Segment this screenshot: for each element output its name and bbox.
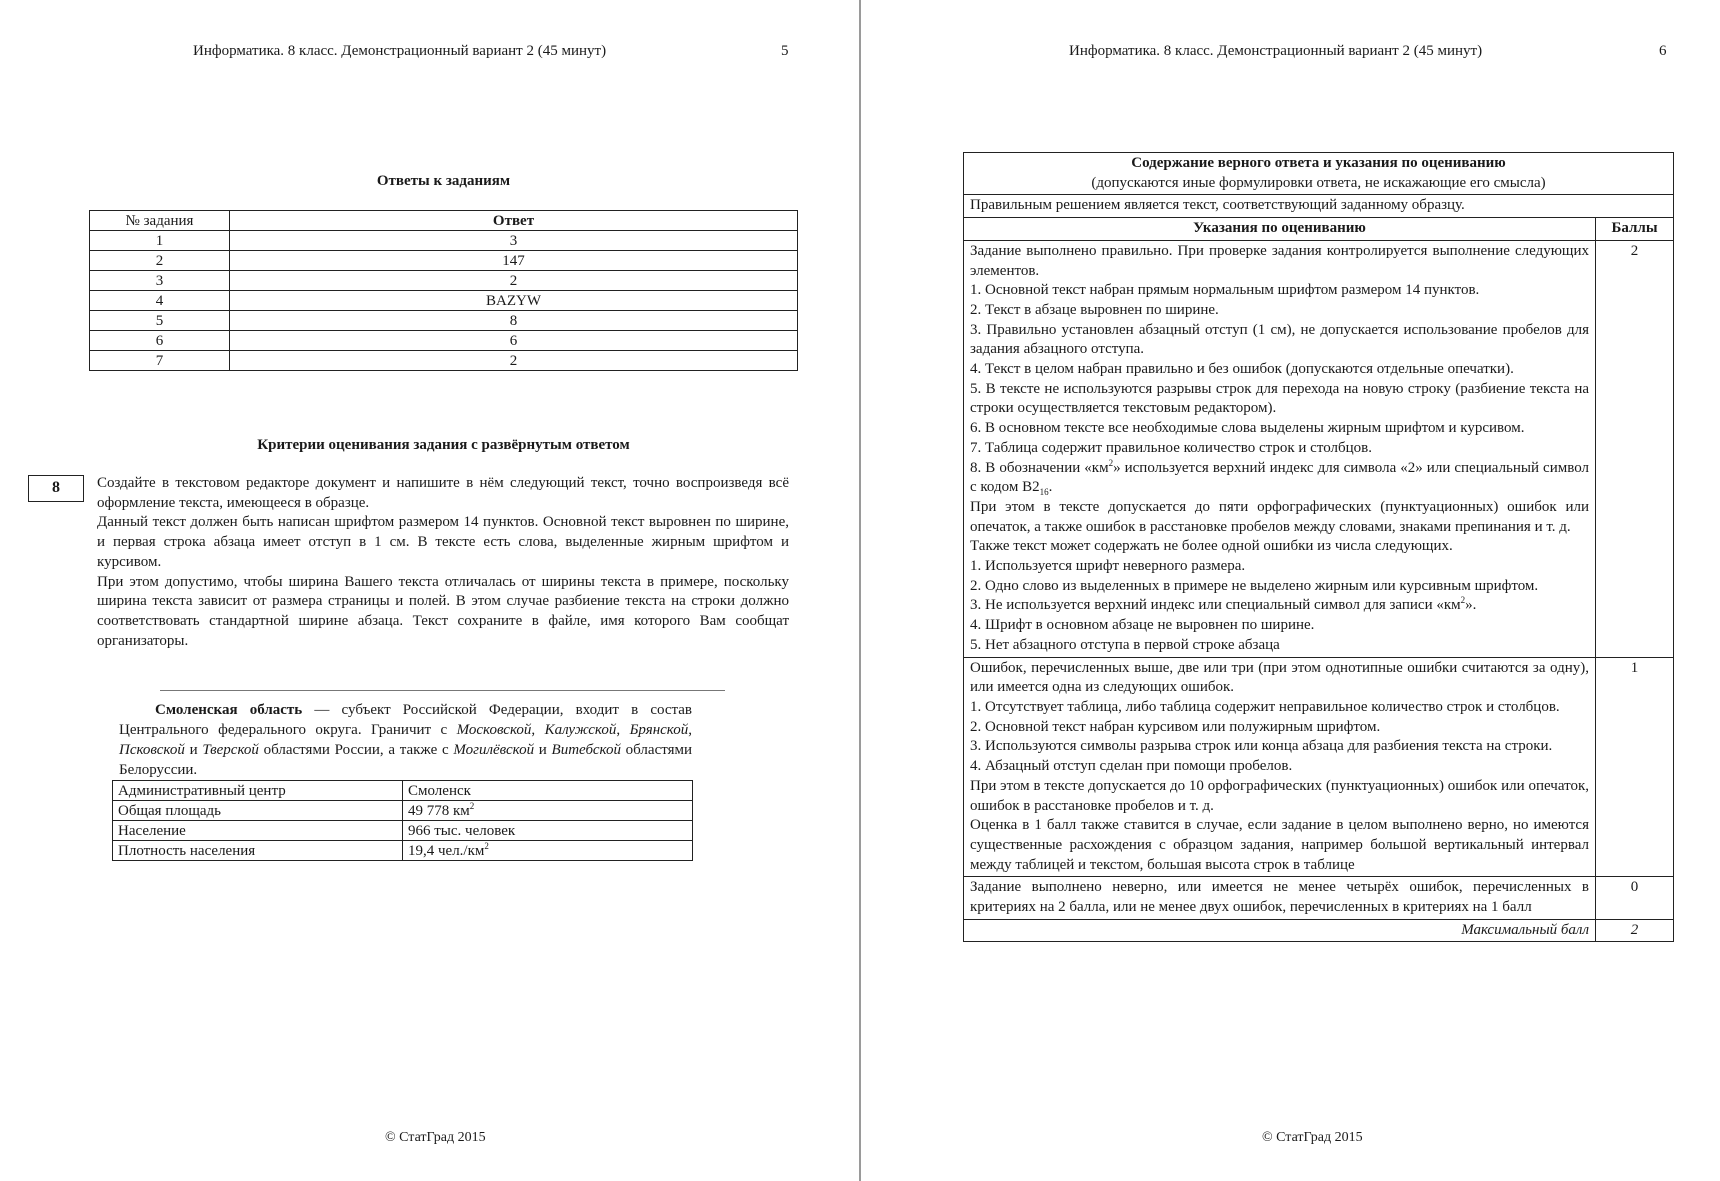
sample-value: 19,4 чел./км (408, 842, 485, 859)
answer-cell: 147 (230, 251, 798, 271)
criteria-line: 3. Правильно установлен абзацный отступ (1 см), не допускается использование пробелов для задания абзацного отступа. (970, 321, 1589, 358)
sample-value: 49 778 км (408, 802, 470, 819)
answer-cell: 2 (230, 271, 798, 291)
task-number-cell: 3 (90, 271, 230, 291)
criteria-line: 7. Таблица содержит правильное количество строк и столбцов. (970, 439, 1372, 456)
answer-cell: BAZYW (230, 291, 798, 311)
table-row (113, 801, 693, 821)
page-footer: © СтатГрад 2015 (1262, 1130, 1363, 1145)
correct-solution-cell: Правильным решением является текст, соответствующий заданному образцу. (964, 195, 1674, 218)
criteria-text: ». (1465, 597, 1477, 614)
criteria-text: . (1048, 479, 1053, 496)
sample-region: Псковской (119, 742, 185, 758)
max-score-value: 2 (1596, 919, 1674, 942)
task-number-cell: 5 (90, 311, 230, 331)
superscript: 2 (1460, 595, 1466, 606)
sample-paragraph (119, 700, 692, 780)
criteria-2-points (964, 240, 1596, 657)
sample-text: , (616, 722, 630, 738)
table-row (113, 841, 693, 861)
criteria-text: 3. Не используется верхний индекс или специальный символ для записи «км (970, 597, 1461, 614)
criteria-line: 2. Текст в абзаце выровнен по ширине. (970, 301, 1219, 318)
task-number-cell: 1 (90, 231, 230, 251)
superscript: 2 (1108, 457, 1114, 468)
sample-region: Витебской (551, 742, 621, 758)
col-instructions: Указания по оцениванию (964, 218, 1596, 241)
criteria-line: Также текст может содержать не более одной ошибки из числа следующих. (970, 538, 1453, 555)
criteria-1-point (964, 657, 1596, 877)
table-row (90, 351, 798, 371)
table-row (964, 657, 1674, 877)
sample-value: 966 тыс. человек (408, 822, 516, 839)
criteria-line: 2. Основной текст набран курсивом или полужирным шрифтом. (970, 718, 1381, 735)
table-row (90, 331, 798, 351)
criteria-line: 2. Одно слово из выделенных в примере не выделено жирным или курсивным шрифтом. (970, 577, 1539, 594)
criteria-line: 4. Текст в целом набран правильно и без ошибок (допускаются отдельные опечатки). (970, 361, 1514, 378)
criteria-line: 1. Отсутствует таблица, либо таблица содержит неправильное количество строк и столбцов. (970, 698, 1560, 715)
criteria-line: 1. Основной текст набран прямым нормальным шрифтом размером 14 пунктов. (970, 282, 1480, 299)
col-answer: Ответ (230, 211, 798, 231)
criteria-line: При этом в тексте допускается до пяти орфографических (пунктуационных) ошибок или опечаток, а также ошибок в расстановке пробелов между словами, знаками препинания и т. д. (970, 498, 1589, 535)
sample-value-cell (403, 781, 693, 801)
task-number-cell: 2 (90, 251, 230, 271)
answer-cell: 8 (230, 311, 798, 331)
sample-key-cell: Плотность населения (113, 841, 403, 861)
criteria-line: Ошибок, перечисленных выше, две или три (при этом однотипные ошибки считаются за одну), или имеется одна из следующих ошибок. (970, 659, 1589, 696)
answer-cell: 2 (230, 351, 798, 371)
page-number: 6 (1659, 43, 1667, 59)
task-description (97, 474, 789, 651)
superscript: 2 (484, 840, 489, 851)
criteria-title-cell (964, 153, 1674, 195)
sample-text: и (534, 742, 552, 758)
task-paragraph: Создайте в текстовом редакторе документ и напишите в нём следующий текст, точно воспроизведя всё оформление текста, имеющееся в образце. (97, 475, 789, 511)
criteria-line: При этом в тексте допускается до 10 орфографических (пунктуационных) ошибок или опечаток, ошибок в расстановке пробелов и т. д. (970, 777, 1589, 814)
sample-separator (160, 690, 725, 691)
col-points: Баллы (1596, 218, 1674, 241)
criteria-line: 1. Используется шрифт неверного размера. (970, 558, 1246, 575)
criteria-line: 5. Нет абзацного отступа в первой строке абзаца (970, 636, 1280, 653)
criteria-line: 6. В основном тексте все необходимые слова выделены жирным шрифтом и курсивом. (970, 420, 1525, 437)
sample-text: областями Белоруссии. (119, 742, 693, 778)
criteria-line (970, 459, 1589, 498)
task-paragraph: При этом допустимо, чтобы ширина Вашего текста отличалась от ширины текста в примере, поскольку ширина текста зависит от размера страницы и полей. В этом случае разбиение текста на строки должно соответствовать стандартной ширине абзаца. Текст сохраните в файле, имя которого Вам сообщат организаторы. (97, 573, 789, 649)
table-row (964, 153, 1674, 195)
sample-key-cell: Население (113, 821, 403, 841)
subscript: 16 (1039, 487, 1049, 498)
answers-title: Ответы к заданиям (376, 173, 511, 189)
sample-region: Могилёвской (453, 742, 535, 758)
sample-text: и (184, 742, 203, 758)
criteria-line: 3. Используются символы разрыва строк или конца абзаца для разбиения текста на строки. (970, 738, 1553, 755)
table-row (90, 311, 798, 331)
criteria-0-points: Задание выполнено неверно, или имеется не менее четырёх ошибок, перечисленных в критериях на 2 балла, или не менее двух ошибок, перечисленных в критериях на 1 балл (964, 877, 1596, 919)
max-score-label: Максимальный балл (964, 919, 1596, 942)
sample-value-cell (403, 801, 693, 821)
task-number-cell: 7 (90, 351, 230, 371)
sample-table (112, 780, 693, 861)
criteria-line: Задание выполнено правильно. При проверке задания контролируется выполнение следующих элементов. (970, 242, 1589, 279)
sample-region: Калужской (544, 722, 617, 738)
sample-text: — субъект Российской Федерации, входит в состав Центрального федерального округа. Граничит с (119, 702, 693, 738)
sample-text: областями России, а также с (258, 742, 454, 758)
answer-cell: 3 (230, 231, 798, 251)
sample-key-cell: Общая площадь (113, 801, 403, 821)
task-paragraph: Данный текст должен быть написан шрифтом размером 14 пунктов. Основной текст выровнен по ширине, и первая строка абзаца имеет отступ в 1 см. В тексте есть слова, выделенные жирным шрифтом и курсивом. (97, 514, 789, 570)
table-row (113, 781, 693, 801)
table-row (964, 240, 1674, 657)
page-number: 5 (781, 43, 789, 59)
page-divider (859, 0, 861, 1181)
criteria-line: 4. Шрифт в основном абзаце не выровнен по ширине. (970, 617, 1315, 634)
points-cell: 2 (1596, 240, 1674, 657)
criteria-text: » используется верхний индекс для символа «2» или специальный символ с кодом B2 (970, 459, 1590, 496)
sample-bold-term: Смоленская область (155, 702, 303, 718)
col-task-number: № задания (90, 211, 230, 231)
page-5 (0, 0, 858, 1181)
criteria-table (963, 152, 1674, 942)
table-row (90, 271, 798, 291)
task-number-cell: 6 (90, 331, 230, 351)
points-cell: 0 (1596, 877, 1674, 919)
sample-value-cell (403, 841, 693, 861)
criteria-line: 5. В тексте не используются разрывы строк для перехода на новую строку (разбиение текста на строки осуществляется текстовым редактором). (970, 380, 1589, 417)
table-row (964, 195, 1674, 218)
table-row (90, 231, 798, 251)
criteria-text: 8. В обозначении «км (970, 459, 1109, 476)
answers-table (89, 210, 798, 371)
table-row (113, 821, 693, 841)
sample-region: Московской (456, 722, 532, 738)
table-row (90, 251, 798, 271)
page-header: Информатика. 8 класс. Демонстрационный вариант 2 (45 минут) (193, 43, 607, 59)
sample-value: Смоленск (408, 782, 471, 799)
sample-region: Брянской (629, 722, 689, 738)
points-cell: 1 (1596, 657, 1674, 877)
table-header-row (90, 211, 798, 231)
criteria-table-title: Содержание верного ответа и указания по оцениванию (1131, 155, 1506, 171)
criteria-line: 4. Абзацный отступ сделан при помощи пробелов. (970, 758, 1293, 775)
criteria-table-subtitle: (допускаются иные формулировки ответа, не искажающие его смысла) (1091, 174, 1546, 191)
sample-value-cell (403, 821, 693, 841)
task-number-cell: 4 (90, 291, 230, 311)
sample-text: , (688, 722, 692, 738)
table-row (964, 877, 1674, 919)
criteria-line (970, 596, 1589, 616)
page-header: Информатика. 8 класс. Демонстрационный вариант 2 (45 минут) (1069, 43, 1483, 59)
criteria-title: Критерии оценивания задания с развёрнутым ответом (257, 437, 630, 453)
table-row (964, 919, 1674, 942)
table-header-row (964, 218, 1674, 241)
table-row (90, 291, 798, 311)
sample-region: Тверской (202, 742, 259, 758)
sample-text: , (531, 722, 545, 738)
criteria-line: Оценка в 1 балл также ставится в случае, если задание в целом выполнено верно, но имеются существенные расхождения с образцом задания, например большой вертикальный интервал между таблицей и текстом, большая высота строк в таблице (970, 817, 1589, 873)
page-footer: © СтатГрад 2015 (385, 1130, 486, 1145)
task-number-box: 8 (28, 475, 84, 502)
sample-key-cell: Административный центр (113, 781, 403, 801)
superscript: 2 (469, 800, 475, 811)
answer-cell: 6 (230, 331, 798, 351)
